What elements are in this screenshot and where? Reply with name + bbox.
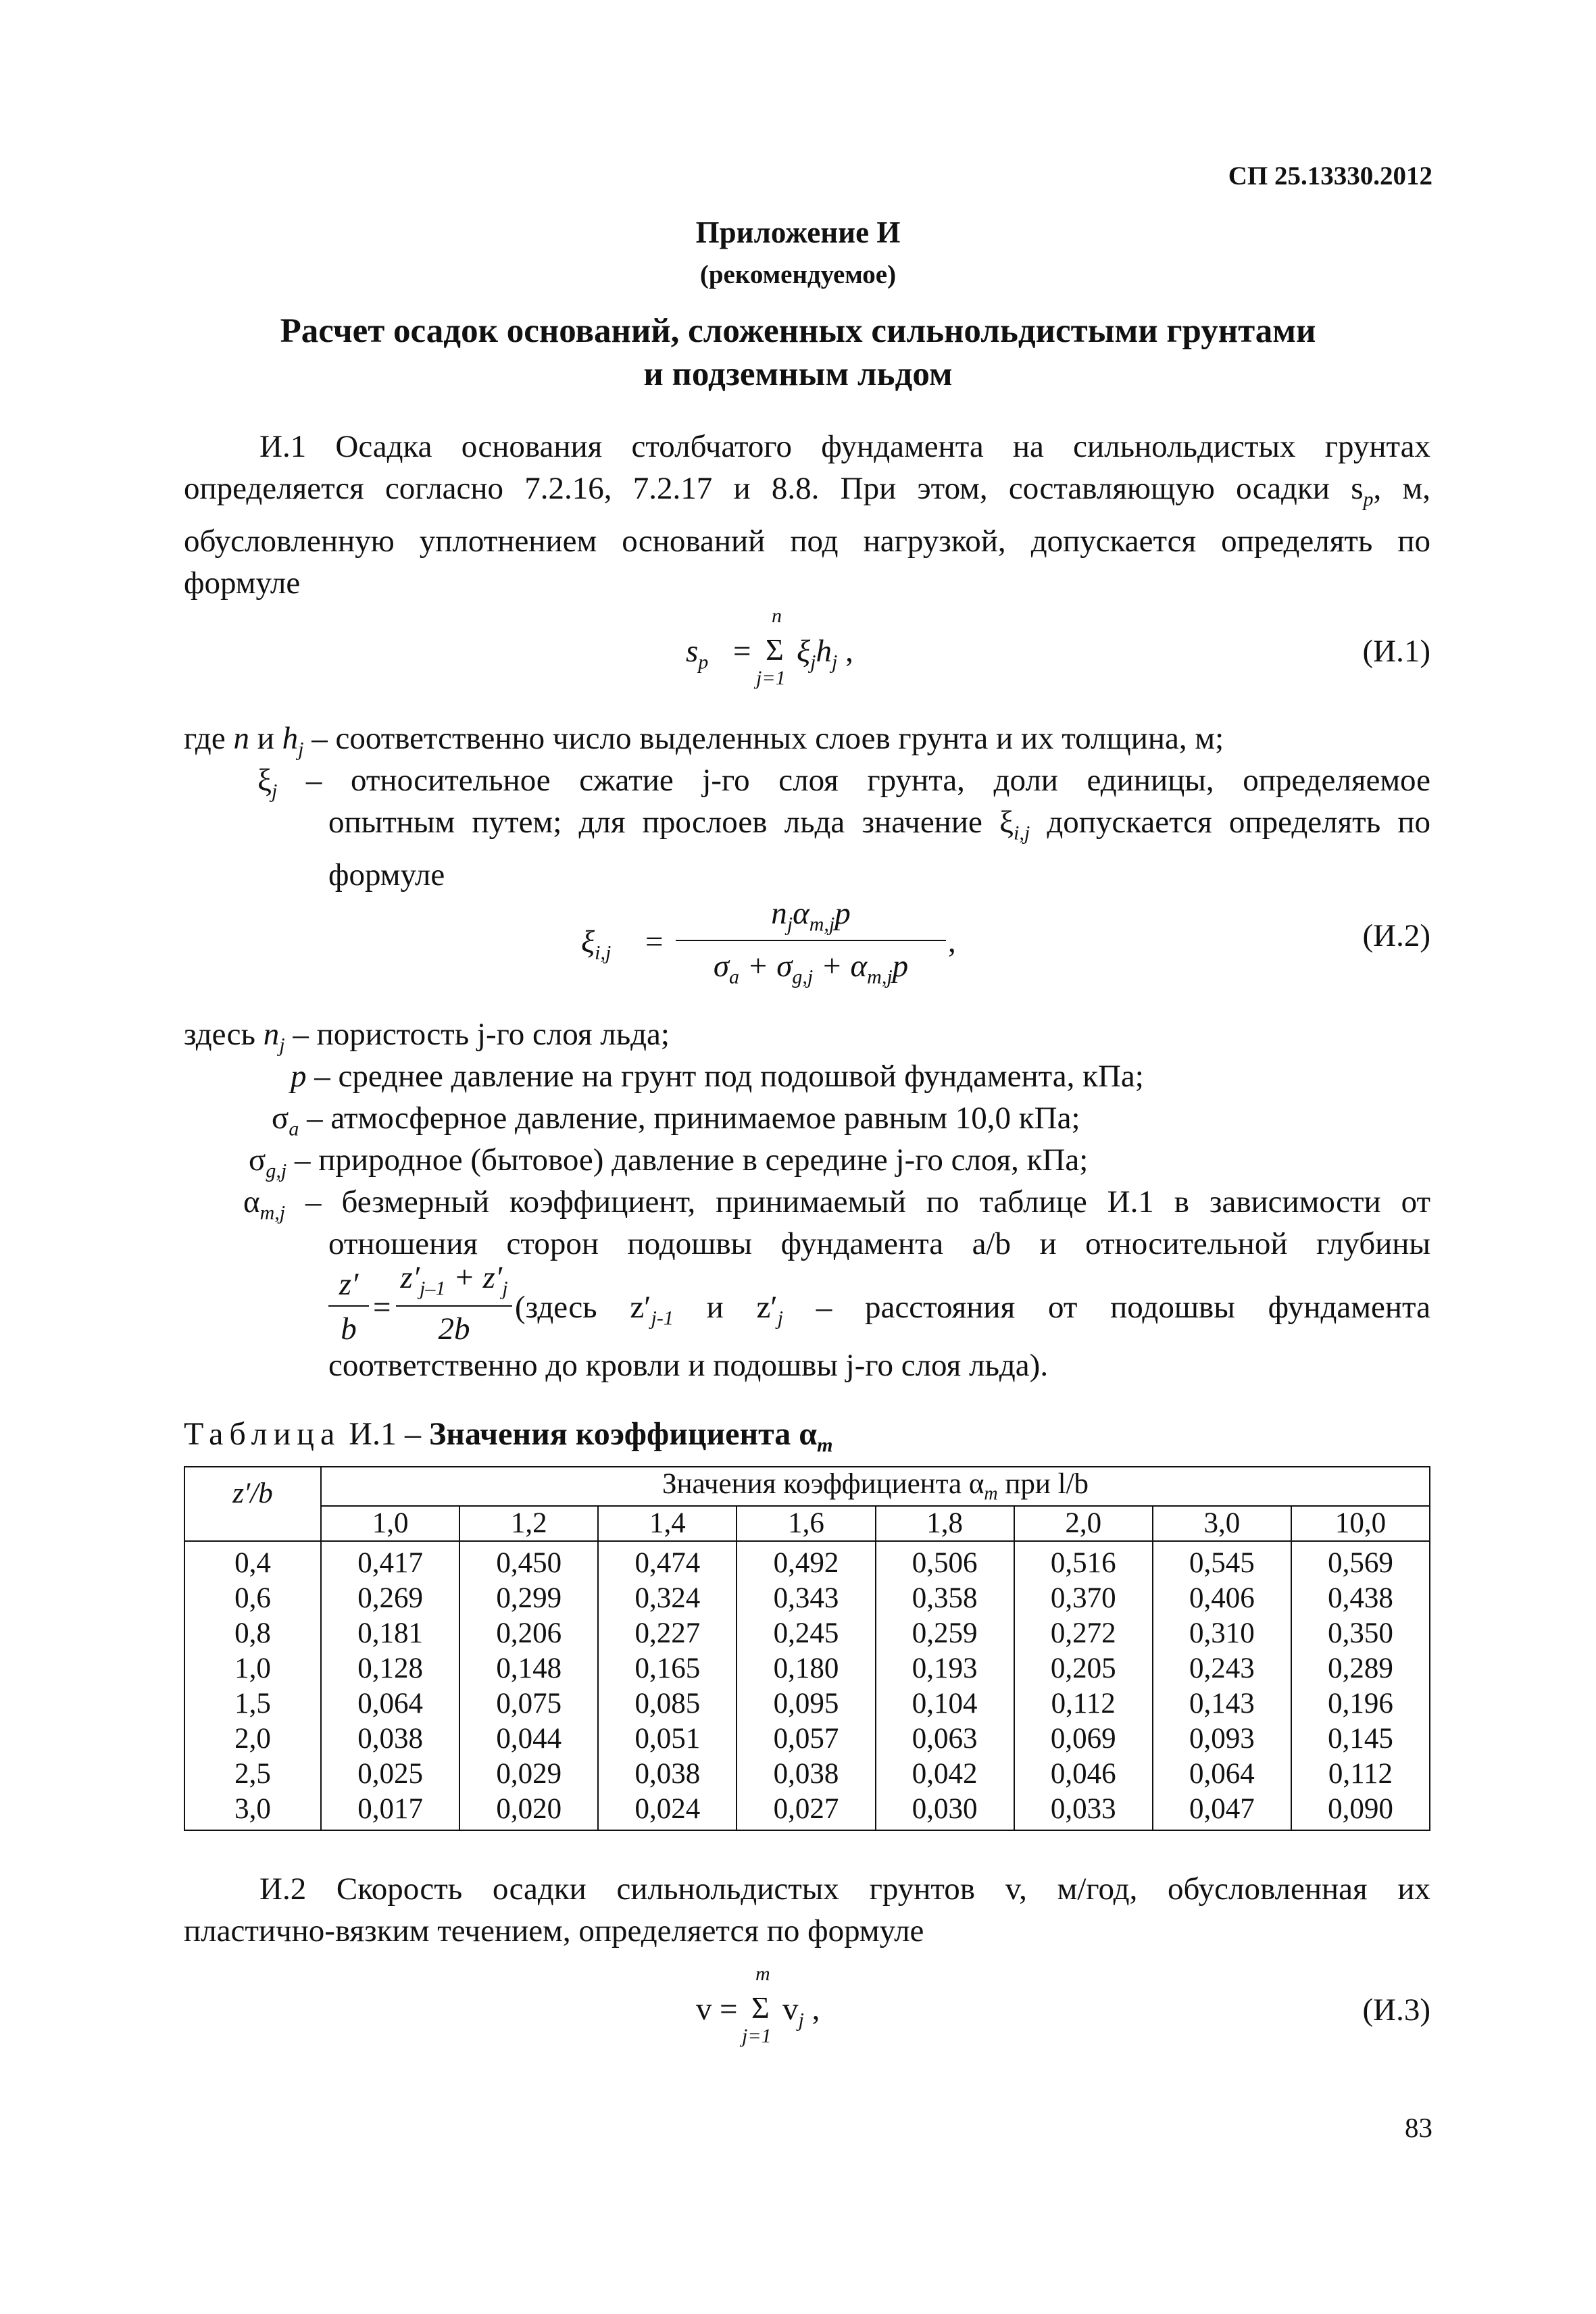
formula-i1 xyxy=(686,605,956,699)
table-cell: 0,038 xyxy=(598,1757,737,1792)
table-cell: 0,165 xyxy=(598,1651,737,1686)
relative-depth-line xyxy=(328,1257,1431,1347)
table-cell: 0,272 xyxy=(1014,1616,1153,1651)
table-row xyxy=(184,1651,1430,1686)
table-cell: 0,063 xyxy=(876,1721,1014,1757)
row-label-cell: 1,5 xyxy=(184,1686,321,1721)
def-n-h: где n и $h_j$ – соответственно число выделенных слоев грунта и их толщина, м; xyxy=(184,721,1224,761)
table-cell: 0,205 xyxy=(1014,1651,1153,1686)
table-cell: 0,112 xyxy=(1291,1757,1430,1792)
table-cell: 0,474 xyxy=(598,1541,737,1581)
table-cell: 0,243 xyxy=(1153,1651,1291,1686)
table-cell: 0,516 xyxy=(1014,1541,1153,1581)
fraction-bar xyxy=(396,1305,512,1307)
column-header: 1,0 xyxy=(321,1506,459,1541)
table-caption-word: Таблица xyxy=(184,1416,341,1452)
table-cell: 0,245 xyxy=(737,1616,875,1651)
definition-xi-cont xyxy=(328,801,1430,896)
table-cell: 0,289 xyxy=(1291,1651,1430,1686)
row-label-cell: 0,4 xyxy=(184,1541,321,1581)
def-line: опытным путем; для прослоев льда значение $\xi_{i,j}$ допускается определять по xyxy=(328,805,1430,845)
row-header: z′/b xyxy=(184,1467,321,1541)
column-header: 1,2 xyxy=(459,1506,598,1541)
formula-lhs: $s_p$ xyxy=(686,634,709,674)
table-body xyxy=(184,1541,1430,1830)
table-cell: 0,370 xyxy=(1014,1581,1153,1616)
def-line: $\sigma_{g,j}$ – природное (бытовое) давление в середине j-го слоя, кПа; xyxy=(249,1142,1089,1182)
table-cell: 0,506 xyxy=(876,1541,1014,1581)
para-text: определяется согласно 7.2.16, 7.2.17 и 8.8. При этом, составляющую осадки s xyxy=(184,471,1364,506)
table-cell: 0,180 xyxy=(737,1651,875,1686)
equation-number-i1: (И.1) xyxy=(1362,634,1430,669)
table-cell: 0,310 xyxy=(1153,1616,1291,1651)
equals-sign: = xyxy=(720,1992,738,2027)
table-cell: 0,112 xyxy=(1014,1686,1153,1721)
para-line xyxy=(184,468,1430,520)
appendix-heading-line1: Расчет осадок оснований, сложенных сильнольдистыми грунтами xyxy=(280,312,1316,350)
sum-lower: j=1 xyxy=(742,2025,772,2047)
table-cell: 0,090 xyxy=(1291,1792,1430,1830)
def-line: здесь $n_j$ – пористость j-го слоя льда; xyxy=(184,1017,670,1057)
table-cell: 0,095 xyxy=(737,1686,875,1721)
fraction-bar xyxy=(676,940,946,941)
table-cell: 0,350 xyxy=(1291,1616,1430,1651)
sum-upper: m xyxy=(755,1963,770,1985)
para-line: обусловленную уплотнением оснований под нагрузкой, допускается определять по xyxy=(184,524,1430,559)
equals-sign: = xyxy=(373,1290,391,1325)
table-cell: 0,128 xyxy=(321,1651,459,1686)
table-cell: 0,046 xyxy=(1014,1757,1153,1792)
para-line: пластично-вязким течением, определяется по формуле xyxy=(184,1913,924,1948)
table-row xyxy=(184,1541,1430,1581)
table-cell: 0,450 xyxy=(459,1541,598,1581)
formula-lhs: $\xi_{i,j}$ xyxy=(581,924,612,964)
group-header: Значения коэффициента $\alpha_m$ при l/b xyxy=(321,1467,1430,1506)
table-caption-title: Значения коэффициента $\alpha_m$ xyxy=(428,1416,833,1457)
equation-number-i3: (И.3) xyxy=(1362,1992,1430,2028)
def-line: $\xi_j$ – относительное сжатие j-го слоя грунта, доли единицы, определяемое xyxy=(257,763,1430,803)
table-cell: 0,047 xyxy=(1153,1792,1291,1830)
sum-sign: Σ xyxy=(751,1990,770,2025)
row-label-cell: 1,0 xyxy=(184,1651,321,1686)
paragraph-i1 xyxy=(184,426,1430,604)
def-line: отношения сторон подошвы фундамента a/b и относительной глубины xyxy=(328,1226,1430,1261)
table-cell: 0,196 xyxy=(1291,1686,1430,1721)
table-cell: 0,299 xyxy=(459,1581,598,1616)
coefficient-table xyxy=(184,1466,1430,1831)
subscript: p xyxy=(1363,488,1374,511)
table-cell: 0,029 xyxy=(459,1757,598,1792)
table-cell: 0,057 xyxy=(737,1721,875,1757)
column-header: 2,0 xyxy=(1014,1506,1153,1541)
definition-p xyxy=(291,1055,1144,1097)
table-cell: 0,030 xyxy=(876,1792,1014,1830)
column-header: 1,4 xyxy=(598,1506,737,1541)
table-cell: 0,145 xyxy=(1291,1721,1430,1757)
row-label-cell: 0,8 xyxy=(184,1616,321,1651)
appendix-subtitle: (рекомендуемое) xyxy=(699,260,897,289)
def-line: соответственно до кровли и подошвы j-го слоя льда). xyxy=(328,1348,1049,1383)
sum-sign: Σ xyxy=(766,632,784,667)
table-cell: 0,044 xyxy=(459,1721,598,1757)
table-cell: 0,093 xyxy=(1153,1721,1291,1757)
para-line: И.2 Скорость осадки сильнольдистых грунтов v, м/год, обусловленная их xyxy=(259,1871,1430,1907)
paragraph-i2 xyxy=(184,1868,1430,1952)
table-row xyxy=(184,1792,1430,1830)
table-cell: 0,206 xyxy=(459,1616,598,1651)
table-cell: 0,104 xyxy=(876,1686,1014,1721)
table-cell: 0,417 xyxy=(321,1541,459,1581)
column-header-row xyxy=(184,1506,1430,1541)
table-cell: 0,343 xyxy=(737,1581,875,1616)
table-cell: 0,143 xyxy=(1153,1686,1291,1721)
table-cell: 0,017 xyxy=(321,1792,459,1830)
table-cell: 0,064 xyxy=(1153,1757,1291,1792)
appendix-heading-line2: и подземным льдом xyxy=(643,355,953,393)
table-cell: 0,038 xyxy=(321,1721,459,1757)
table-cell: 0,051 xyxy=(598,1721,737,1757)
appendix-heading xyxy=(0,309,1596,396)
table-cell: 0,406 xyxy=(1153,1581,1291,1616)
fraction-denominator: $\sigma_a + \sigma_{g,j} + \alpha_{m,j}p$ xyxy=(713,949,909,988)
table-cell: 0,324 xyxy=(598,1581,737,1616)
table-cell: 0,259 xyxy=(876,1616,1014,1651)
table-cell: 0,020 xyxy=(459,1792,598,1830)
zb-denominator: b xyxy=(341,1311,357,1347)
sum-upper: n xyxy=(772,605,782,627)
z-sum-denominator: 2b xyxy=(438,1311,470,1347)
equals-sign: = xyxy=(645,924,664,959)
row-label-cell: 3,0 xyxy=(184,1792,321,1830)
table-cell: 0,269 xyxy=(321,1581,459,1616)
formula-rhs: $\xi_jh_j$ , xyxy=(797,634,853,674)
table-row xyxy=(184,1721,1430,1757)
table-cell: 0,027 xyxy=(737,1792,875,1830)
para-line: формуле xyxy=(184,565,301,601)
table-row xyxy=(184,1686,1430,1721)
table-cell: 0,193 xyxy=(876,1651,1014,1686)
table-cell: 0,024 xyxy=(598,1792,737,1830)
table-cell: 0,025 xyxy=(321,1757,459,1792)
table-cell: 0,064 xyxy=(321,1686,459,1721)
definition-alpha-end xyxy=(328,1344,1048,1386)
table-cell: 0,438 xyxy=(1291,1581,1430,1616)
def-line: $\sigma_a$ – атмосферное давление, принимаемое равным 10,0 кПа; xyxy=(272,1101,1080,1140)
appendix-title: Приложение И xyxy=(695,216,901,249)
formula-comma: , xyxy=(948,924,956,959)
para-line: И.1 Осадка основания столбчатого фундамента на сильнольдистых грунтах xyxy=(259,429,1430,464)
formula-lhs: v xyxy=(696,1992,712,2027)
def-line: формуле xyxy=(328,857,445,893)
equation-number-i2: (И.2) xyxy=(1362,918,1430,953)
table-cell: 0,545 xyxy=(1153,1541,1291,1581)
table-cell: 0,569 xyxy=(1291,1541,1430,1581)
row-label-cell: 2,5 xyxy=(184,1757,321,1792)
table-cell: 0,492 xyxy=(737,1541,875,1581)
z-sum-numerator: $z'_{j-1} + z'_j$ xyxy=(400,1260,508,1300)
table-caption-number: И.1 – xyxy=(341,1416,429,1452)
def-line: (здесь $z'_{j-1}$ и $z'_j$ – расстояния от подошвы фундамента xyxy=(515,1290,1431,1330)
def-line: $\alpha_{m,j}$ – безмерный коэффициент, принимаемый по таблице И.1 в зависимости от xyxy=(243,1184,1430,1224)
fraction-bar xyxy=(328,1305,369,1307)
table-cell: 0,085 xyxy=(598,1686,737,1721)
para-text: , м, xyxy=(1373,471,1430,506)
table-cell: 0,042 xyxy=(876,1757,1014,1792)
table-cell: 0,069 xyxy=(1014,1721,1153,1757)
table-cell: 0,227 xyxy=(598,1616,737,1651)
column-header: 1,6 xyxy=(737,1506,875,1541)
equals-sign: = xyxy=(733,634,751,669)
formula-i2 xyxy=(581,895,959,997)
column-header: 10,0 xyxy=(1291,1506,1430,1541)
sum-lower: j=1 xyxy=(756,667,786,689)
page-number: 83 xyxy=(1405,2112,1432,2143)
table-cell: 0,358 xyxy=(876,1581,1014,1616)
row-label-cell: 2,0 xyxy=(184,1721,321,1757)
column-header: 1,8 xyxy=(876,1506,1014,1541)
document-code: СП 25.13330.2012 xyxy=(1228,161,1432,191)
column-header: 3,0 xyxy=(1153,1506,1291,1541)
table-cell: 0,075 xyxy=(459,1686,598,1721)
def-line: p – среднее давление на грунт под подошвой фундамента, кПа; xyxy=(291,1059,1144,1094)
formula-i3 xyxy=(696,1963,899,2057)
fraction-numerator: $n_j\alpha_{m,j}p$ xyxy=(771,896,851,936)
table-cell: 0,148 xyxy=(459,1651,598,1686)
table-caption xyxy=(184,1415,832,1457)
formula-rhs: $v_j$ , xyxy=(782,1992,820,2032)
table-cell: 0,181 xyxy=(321,1616,459,1651)
zb-numerator: z′ xyxy=(339,1267,359,1302)
row-label-cell: 0,6 xyxy=(184,1581,321,1616)
table-row xyxy=(184,1616,1430,1651)
table-cell: 0,033 xyxy=(1014,1792,1153,1830)
table-row xyxy=(184,1757,1430,1792)
table-cell: 0,038 xyxy=(737,1757,875,1792)
table-row xyxy=(184,1581,1430,1616)
